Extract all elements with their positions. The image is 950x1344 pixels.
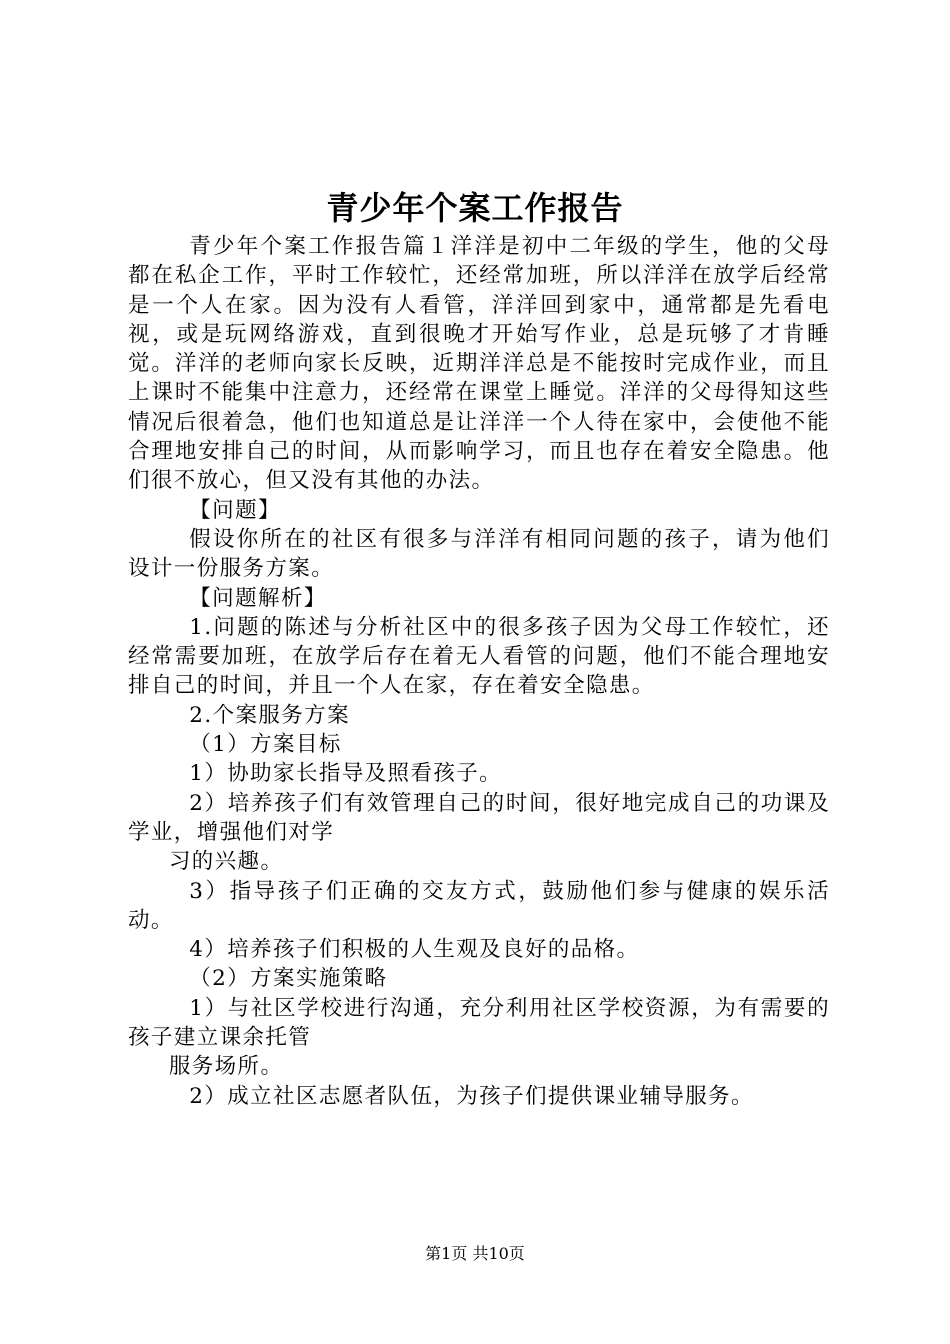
goal-item-1: 1）协助家长指导及照看孩子。: [189, 761, 503, 787]
goal-item-3: 3）指导孩子们正确的交友方式，鼓励他们参与健康的娱乐活动。: [128, 878, 830, 933]
heading-problem: 【问题】: [189, 497, 281, 523]
paragraph-case-intro: 青少年个案工作报告篇１洋洋是初中二年级的学生，他的父母都在私企工作，平时工作较忙，还经常加班，所以洋洋在放学后经常是一个人在家。因为没有人看管，洋洋回到家中，通常都是先看电视，或是玩网络游戏，直到很晚才开始写作业，总是玩够了才肯睡觉。洋洋的老师向家长反映，近期洋洋总是不能按时完成作业，而且上课时不能集中注意力，还经常在课堂上睡觉。洋洋的父母得知这些情况后很着急，他们也知道总是让洋洋一个人待在家中，会使他不能合理地安排自己的时间，从而影响学习，而且也存在着安全隐患。他们很不放心，但又没有其他的办法。: [128, 234, 830, 494]
goal-item-4: 4）培养孩子们积极的人生观及良好的品格。: [189, 937, 640, 963]
document-title: 青少年个案工作报告: [326, 189, 624, 227]
document-body: [128, 232, 830, 1111]
subheading-strategies: （2）方案实施策略: [189, 966, 388, 992]
heading-analysis: 【问题解析】: [189, 585, 327, 611]
paragraph-analysis-2: 2.个案服务方案: [189, 702, 350, 728]
paragraph-problem: 假设你所在的社区有很多与洋洋有相同问题的孩子，请为他们设计一份服务方案。: [128, 526, 830, 582]
paragraph-analysis-1: 1.问题的陈述与分析社区中的很多孩子因为父母工作较忙，还经常需要加班，在放学后存在着无人看管的问题，他们不能合理地安排自己的时间，并且一个人在家，存在着安全隐患。: [128, 614, 830, 699]
subheading-goals: （1）方案目标: [189, 732, 342, 758]
strategy-item-2: 2）成立社区志愿者队伍，为孩子们提供课业辅导服务。: [189, 1083, 754, 1109]
strategy-item-1-continued: 服务场所。: [168, 1054, 284, 1080]
page-footer: 第1页 共10页: [425, 1244, 525, 1263]
strategy-item-1: 1）与社区学校进行沟通，充分利用社区学校资源，为有需要的孩子建立课余托管: [128, 995, 830, 1051]
goal-item-2: 2）培养孩子们有效管理自己的时间，很好地完成自己的功课及学业，增强他们对学: [128, 790, 830, 845]
goal-item-2-continued: 习的兴趣。: [168, 849, 284, 875]
